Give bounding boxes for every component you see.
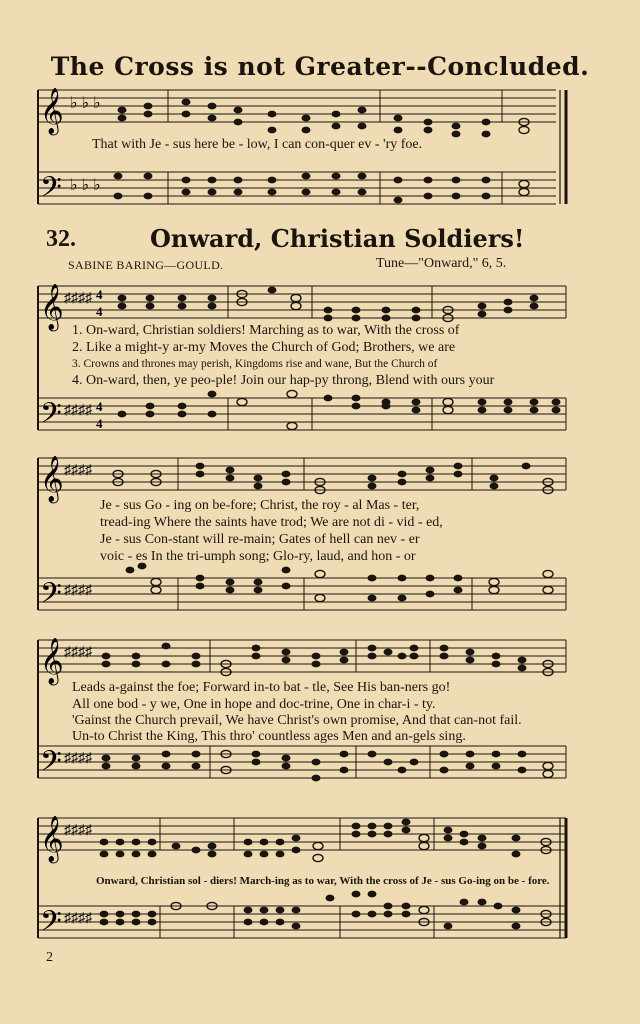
time-signature-top: 4: [96, 287, 103, 302]
verse-3-line-1: 3. Crowns and thrones may perish, Kingdoms rise and wane, But the Church of: [72, 358, 438, 370]
verse-1-line-2: Je - sus Go - ing on be-fore; Christ, the roy - al Mas - ter,: [100, 498, 420, 513]
svg-text:♯♯♯♯: ♯♯♯♯: [64, 911, 92, 926]
svg-text:𝄞: 𝄞: [40, 638, 64, 684]
verse-4-line-1: 4. On-ward, then, ye peo-ple! Join our hap-py throng, Blend with ours your: [72, 373, 495, 388]
verse-2-line-2: tread-ing Where the saints have trod; We are not di - vid - ed,: [100, 515, 443, 530]
svg-text:𝄢: 𝄢: [40, 171, 62, 211]
svg-text:♯♯♯♯: ♯♯♯♯: [64, 645, 92, 660]
verse-3-line-3: 'Gainst the Church prevail, We have Christ's own promise, And that can-not fail.: [72, 713, 522, 728]
svg-text:𝄞: 𝄞: [40, 284, 64, 330]
concluded-music-system: [0, 84, 640, 224]
hymn-tune: Tune—"Onward," 6, 5.: [376, 256, 507, 271]
verse-2-line-3: All one bod - y we, One in hope and doc-trine, One in char-i - ty.: [72, 697, 436, 712]
svg-text:♯♯♯♯: ♯♯♯♯: [64, 823, 92, 838]
concluded-hymn-title: The Cross is not Greater--Concluded.: [50, 52, 590, 81]
svg-text:♯♯♯♯: ♯♯♯♯: [64, 403, 92, 418]
verse-4-line-3: Un-to Christ the King, This thro' countless ages Men and an-gels sing.: [72, 729, 466, 744]
svg-text:𝄞: 𝄞: [40, 456, 64, 502]
svg-text:𝄢: 𝄢: [40, 397, 62, 437]
svg-text:♯♯♯♯: ♯♯♯♯: [64, 463, 92, 478]
hymn-title: Onward, Christian Soldiers!: [150, 224, 525, 253]
svg-text:𝄞: 𝄞: [40, 816, 64, 862]
verse-3-line-2: Je - sus Con-stant will re-main; Gates of hell can nev - er: [100, 532, 420, 547]
svg-text:𝄢: 𝄢: [40, 745, 62, 785]
page-number: 2: [46, 950, 53, 965]
svg-text:4: 4: [96, 304, 103, 319]
verse-1-line-1: 1. On-ward, Christian soldiers! Marching as to war, With the cross of: [72, 323, 460, 338]
svg-text:4: 4: [96, 416, 103, 431]
chorus-lyric-line: Onward, Christian sol - diers! March-ing as to war, With the cross of Je - sus Go-ing on be - fore.: [96, 875, 550, 887]
svg-text:♯♯♯♯: ♯♯♯♯: [64, 291, 92, 306]
svg-text:♭ ♭ ♭: ♭ ♭ ♭: [70, 177, 101, 194]
svg-text:♯♯♯♯: ♯♯♯♯: [64, 583, 92, 598]
svg-text:4: 4: [96, 399, 103, 414]
concluded-lyric-line: That with Je - sus here be - low, I can con-quer ev - 'ry foe.: [92, 137, 423, 152]
svg-text:♭ ♭ ♭: ♭ ♭ ♭: [70, 95, 101, 112]
hymn-number: 32.: [46, 226, 76, 252]
svg-text:𝄢: 𝄢: [40, 577, 62, 617]
verse-4-line-2: voic - es In the tri-umph song; Glo-ry, laud, and hon - or: [100, 549, 416, 564]
svg-text:𝄞: 𝄞: [40, 88, 64, 134]
verse-2-line-1: 2. Like a might-y ar-my Moves the Church of God; Brothers, we are: [72, 340, 456, 355]
verse-1-line-3: Leads a-gainst the foe; Forward in-to bat - tle, See His ban-ners go!: [72, 680, 451, 695]
svg-text:𝄢: 𝄢: [40, 905, 62, 945]
svg-text:♯♯♯♯: ♯♯♯♯: [64, 751, 92, 766]
hymn-author: SABINE BARING—GOULD.: [68, 258, 224, 272]
